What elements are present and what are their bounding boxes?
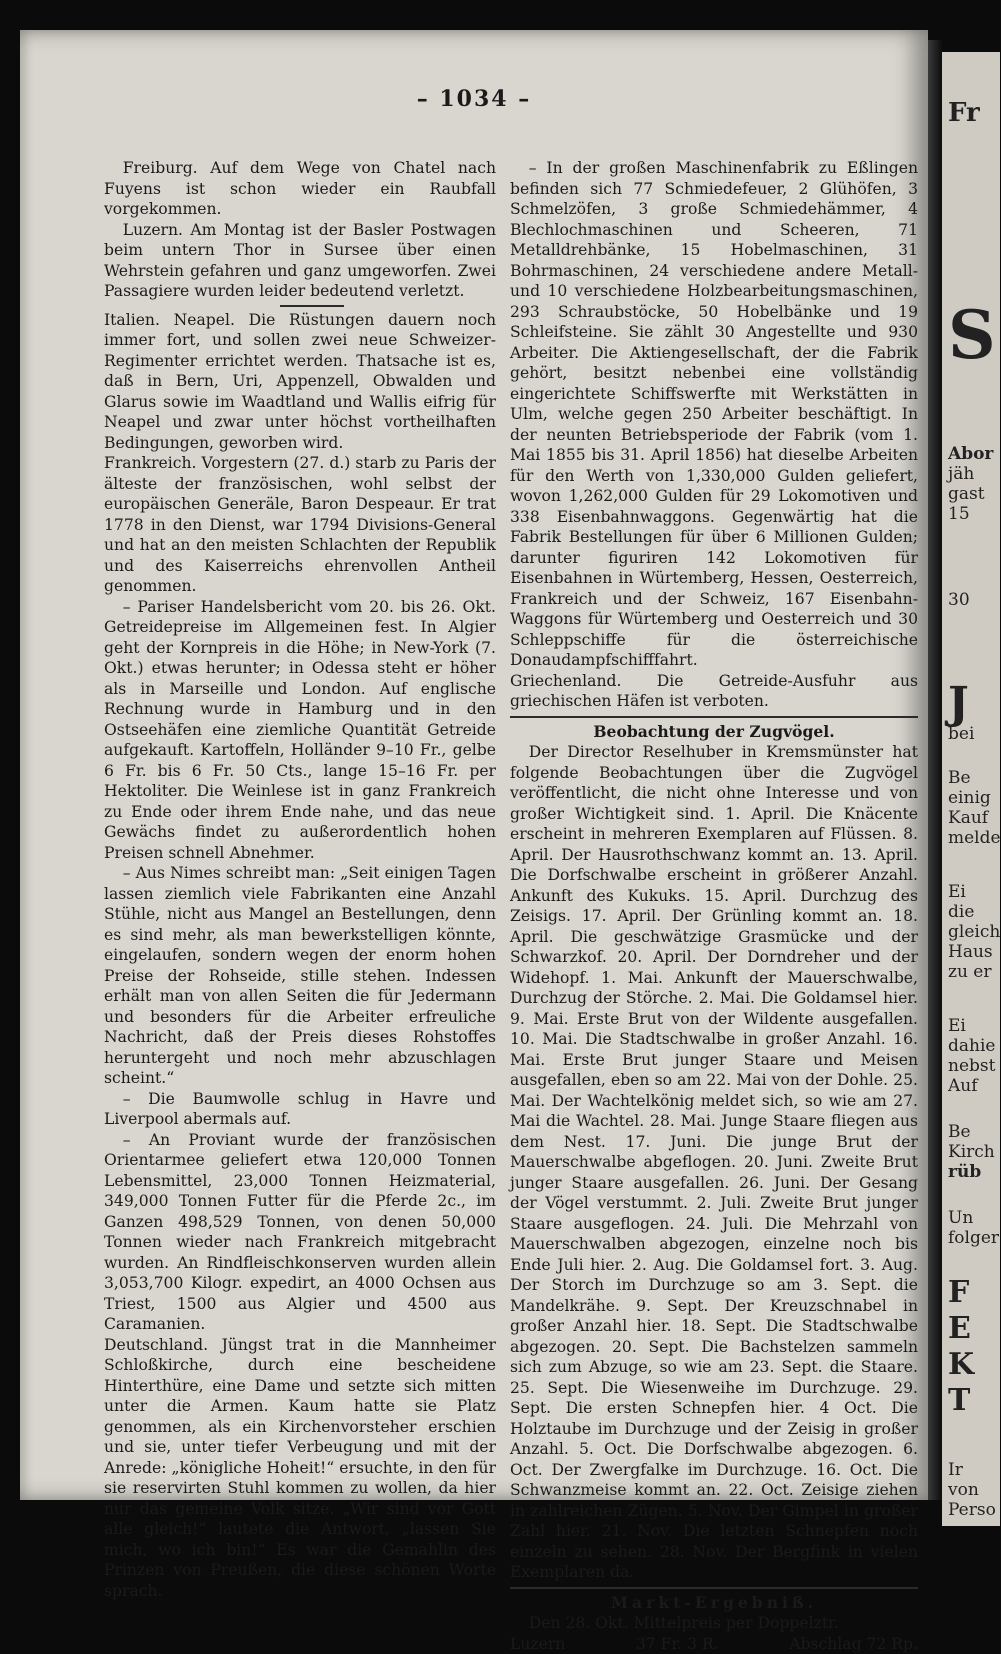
np-fragment: Un — [948, 1208, 973, 1228]
adjacent-page — [942, 52, 1000, 1526]
np-fragment: bei — [948, 724, 974, 744]
np-fragment: Kauf — [948, 808, 988, 828]
np-fragment: Auf — [948, 1076, 978, 1096]
np-fragment: Kirch — [948, 1142, 995, 1162]
section-divider — [510, 1587, 918, 1589]
np-fragment: dahie — [948, 1036, 995, 1056]
newspaper-page — [20, 30, 928, 1500]
np-fragment: Perso — [948, 1500, 996, 1520]
article-italien: Italien. Neapel. Die Rüstungen dauern noch immer fort, und sollen zwei neue Schweizer-Regimenter errichtet werden. Thatsache ist es, daß in Bern, Uri, Appenzell, Obwalden und Glarus sowie im Waadtland und Wallis eifrig für Neapel und zwar unter höchst vortheilhaften Bedingungen, geworben wird. — [104, 310, 496, 454]
article-baumwolle: – Die Baumwolle schlug in Havre und Liverpool abermals auf. — [104, 1089, 496, 1130]
article-nimes: – Aus Nimes schreibt man: „Seit einigen Tagen lassen ziemlich viele Fabrikanten eine Anzahl Stühle, nicht aus Mangel an Bestellungen, denn es sind mehr, als man bewerkstelligen könnte, eingelaufen, sondern wegen der enorm hohen Preise der Rohseide, stille stehen. Indessen erhält man von allen Seiten die für Jedermann und besonders für die Arbeiter erfreuliche Nachricht, daß der Preis dieses Rohstoffes heruntergeht und noch mehr abzuschlagen scheint.“ — [104, 863, 496, 1089]
np-fragment: Fr — [948, 98, 980, 128]
np-fragment: Haus — [948, 942, 993, 962]
book-binding — [928, 40, 942, 1500]
market-change: Abschlag 72 Rp. — [789, 1634, 918, 1654]
np-fragment: Ir — [948, 1460, 963, 1480]
np-fragment: einig — [948, 788, 991, 808]
article-freiburg: Freiburg. Auf dem Wege von Chatel nach Fuyens ist schon wieder ein Raubfall vorgekommen. — [104, 158, 496, 220]
page-number: – 1034 – — [20, 86, 928, 112]
np-fragment: 15 — [948, 504, 970, 524]
section-divider — [510, 716, 918, 718]
np-fragment: Be — [948, 1122, 971, 1142]
np-fragment: T — [948, 1384, 970, 1418]
market-title: Markt-Ergebniß. — [510, 1593, 918, 1614]
np-fragment: jäh — [948, 464, 974, 484]
birds-title: Beobachtung der Zugvögel. — [510, 722, 918, 743]
np-fragment: Abor — [948, 444, 993, 464]
np-fragment: rüb — [948, 1162, 981, 1182]
np-fragment: F — [948, 1276, 969, 1310]
article-handelsbericht: – Pariser Handelsbericht vom 20. bis 26. Okt. Getreidepreise im Allgemeinen fest. In Algier geht der Kornpreis in die Höhe; in New-York (7. Okt.) etwas herunter; in Odessa steht er höher als in Marseille und London. Auf englische Rechnung wurde in Hamburg und in den Ostseehäfen eine ziemliche Quantität Getreide aufgekauft. Kartoffeln, Holländer 9–10 Fr., gelbe 6 Fr. bis 6 Fr. 50 Cts., lange 15–16 Fr. per Hektoliter. Die Weinlese ist in ganz Frankreich zu Ende oder ihrem Ende nahe, und das neue Gewächs findet zu außerordentlich hohen Preisen schnell Abnehmer. — [104, 597, 496, 864]
np-fragment: folger — [948, 1228, 999, 1248]
np-fragment: E — [948, 1312, 971, 1346]
market-price: 37 Fr. 3 R. — [636, 1634, 719, 1654]
article-esslingen: – In der großen Maschinenfabrik zu Eßlingen befinden sich 77 Schmiedefeuer, 2 Glühöfen, 3 Schmelzöfen, 3 große Schmiedehämmer, 4 Blechlochmaschinen und Scheeren, 71 Metalldrehbänke, 15 Hobelmaschinen, 31 Bohrmaschinen, 24 verschiedene andere Metall- und 10 verschiedene Holzbearbeitungsmaschinen, 293 Schraubstöcke, 50 Hobelbänke und 19 Schleifsteine. Sie zählt 30 Angestellte und 930 Arbeiter. Die Aktiengesellschaft, der die Fabrik gehört, besitzt nebenbei eine vollständig eingerichtete Schiffswerfte mit Werkstätten in Ulm, welche gegen 250 Arbeiter beschäftigt. In der neunten Betriebsperiode der Fabrik (vom 1. Mai 1855 bis 31. April 1856) hat dieselbe Arbeiten für den Werth von 1,330,000 Gulden geliefert, wovon 1,262,000 Gulden für 29 Lokomotiven und 338 Eisenbahnwaggons. Gegenwärtig hat die Fabrik Bestellungen für über 6 Millionen Gulden; darunter figuriren 142 Lokomotiven für Eisenbahnen in Würtemberg, Hessen, Oesterreich, Frankreich und der Schweiz, 167 Eisenbahn-Waggons für Würtemberg und Oesterreich und 30 Schleppschiffe für die österreichische Donaudampfschifffahrt. — [510, 158, 918, 671]
market-row — [510, 1634, 918, 1654]
np-fragment: Ei — [948, 1016, 966, 1036]
np-fragment: gast — [948, 484, 985, 504]
np-fragment: Ei — [948, 882, 966, 902]
np-fragment: nebst — [948, 1056, 995, 1076]
np-fragment: J — [948, 680, 969, 728]
np-fragment: gleich — [948, 922, 1000, 942]
article-frankreich: Frankreich. Vorgestern (27. d.) starb zu Paris der älteste der französischen, wohl selbst der europäischen Generäle, Baron Despeaur. Er trat 1778 in den Dienst, war 1794 Divisions-General und hat an den meisten Schlachten der Republik und des Kaiserreichs ehrenvollen Antheil genommen. — [104, 453, 496, 597]
article-deutschland: Deutschland. Jüngst trat in die Mannheimer Schloßkirche, durch eine bescheidene Hinterthüre, eine Dame und setzte sich mitten unter die Armen. Kaum hatte sie Platz genommen, als ein Kirchenvorsteher erschien und sie, unter tiefer Verbeugung und mit der Anrede: „königliche Hoheit!“ ersuchte, in den für sie reservirten Stuhl kommen zu wollen, da hier nur das gemeine Volk sitze. „Wir sind vor Gott alle gleich!“ lautete die Antwort, „lassen Sie mich, wo ich bin!“ Es war die Gemahlin des Prinzen von Preußen, die diese schönen Worte sprach. — [104, 1335, 496, 1602]
np-fragment: melde — [948, 828, 1001, 848]
article-griechenland: Griechenland. Die Getreide-Ausfuhr aus griechischen Häfen ist verboten. — [510, 671, 918, 712]
section-divider — [280, 305, 344, 307]
np-fragment: Be — [948, 768, 971, 788]
market-date: Den 28. Okt. Mittelpreis per Doppelztr. — [510, 1613, 918, 1634]
article-proviant: – An Proviant wurde der französischen Orientarmee geliefert etwa 120,000 Tonnen Lebensmittel, 23,000 Tonnen Heizmaterial, 349,000 Tonnen Futter für die Pferde 2c., im Ganzen 498,529 Tonnen, von denen 50,000 Tonnen wieder nach Frankreich mitgebracht wurden. An Rindfleischkonserven wurden allein 3,053,700 Kilogr. expedirt, an 4000 Ochsen aus Triest, 1500 aus Algier und 4500 aus Caramanien. — [104, 1130, 496, 1335]
np-fragment: die — [948, 902, 974, 922]
np-fragment: 30 — [948, 590, 970, 610]
birds-body: Der Director Reselhuber in Kremsmünster hat folgende Beobachtungen über die Zugvögel veröffentlicht, die nicht ohne Interesse und von großer Wichtigkeit sind. 1. April. Die Knäcente erscheint in mehreren Exemplaren auf Flüssen. 8. April. Der Hausrothschwanz kommt an. 13. April. Die Dorfschwalbe erscheint in größerer Anzahl. Ankunft des Kukuks. 15. April. Durchzug des Zeisigs. 17. April. Der Grünling kommt an. 18. April. Die geschwätzige Grasmücke und der Schwarzkof. 20. April. Der Dorndreher und der Widehopf. 1. Mai. Ankunft der Mauerschwalbe, Durchzug der Störche. 2. Mai. Die Goldamsel hier. 9. Mai. Erste Brut von der Wildente ausgefallen. 10. Mai. Die Stadtschwalbe in großer Anzahl. 16. Mai. Erste Brut junger Staare und Meisen ausgefallen, eben so am 22. Mai von der Dohle. 25. Mai. Der Wachtelkönig meldet sich, so wie am 27. Mai die Wachtel. 28. Mai. Junge Staare fliegen aus dem Nest. 17. Juni. Die junge Brut der Mauerschwalbe abgeflogen. 20. Juni. Zweite Brut junger Staare ausgefallen. 26. Juni. Der Gesang der Vögel verstummt. 2. Juli. Zweite Brut junger Staare ausgeflogen. 24. Juli. Die Mehrzahl von Mauerschwalben abgezogen, einzelne noch bis Ende Juli hier. 2. Aug. Die Goldamsel fort. 3. Aug. Der Storch im Durchzuge so am 3. Sept. die Mandelkrähe. 9. Sept. Der Kreuzschnabel in großer Anzahl hier. 18. Sept. Die Stadtschwalbe abgezogen. 20. Sept. Die Bachstelzen sammeln sich zum Abzuge, so wie am 23. Sept. die Staare. 25. Sept. Die Wiesenweihe im Durchzuge. 29. Sept. Die ersten Schnepfen hier. 4 Oct. Die Holztaube im Durchzuge und der Zeisig in großer Anzahl. 5. Oct. Die Dorfschwalbe abgezogen. 6. Oct. Der Zwergfalke im Durchzuge. 16. Oct. Die Schwanzmeise kommt an. 22. Oct. Zeisige ziehen in zahlreichen Zügen. 5. Nov. Der Gimpel in großer Zahl hier. 21. Nov. Die letzten Schnepfen noch einzeln zu sehen. 28. Nov. Der Bergfink in vielen Exemplaren da. — [510, 742, 918, 1583]
article-luzern: Luzern. Am Montag ist der Basler Postwagen beim untern Thor in Sursee über einen Wehrstein gefahren und ganz umgeworfen. Zwei Passagiere wurden leider bedeutend verletzt. — [104, 220, 496, 302]
np-fragment: von — [948, 1480, 979, 1500]
right-column — [510, 158, 918, 1654]
np-fragment: zu er — [948, 962, 992, 982]
market-city: Luzern — [510, 1634, 565, 1654]
left-column — [104, 158, 496, 1601]
np-fragment: K — [948, 1348, 974, 1382]
np-fragment: S — [948, 300, 996, 370]
